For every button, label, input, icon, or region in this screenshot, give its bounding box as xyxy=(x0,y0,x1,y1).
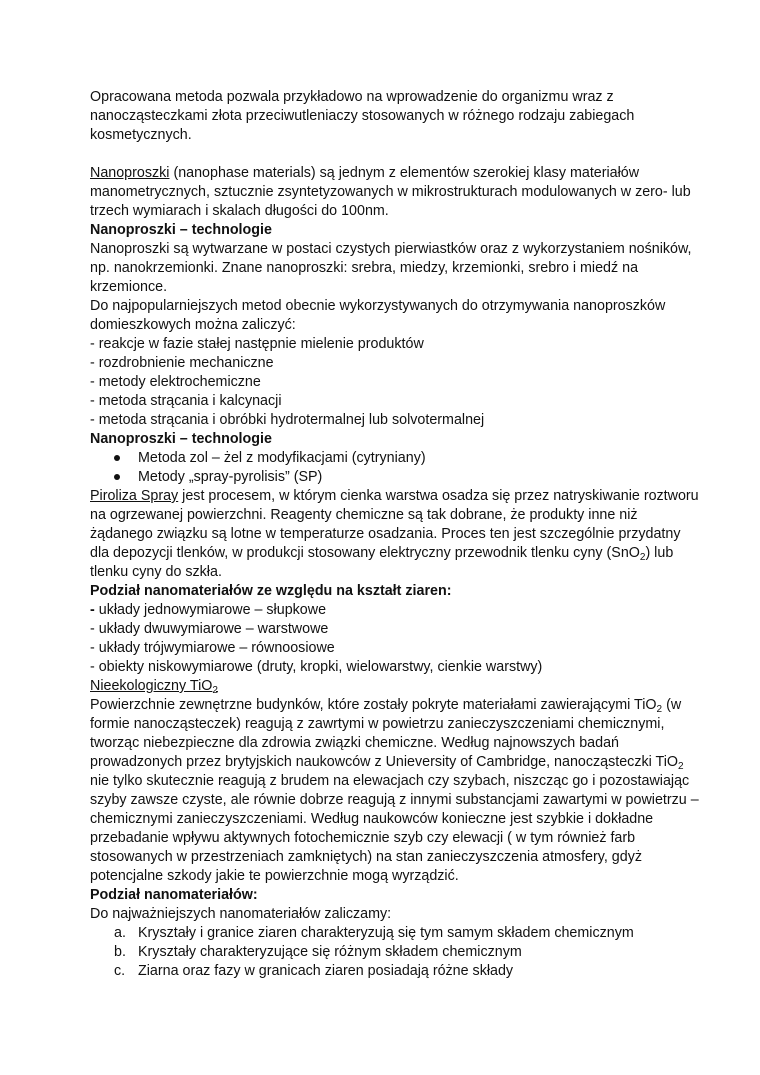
nanoproszki-term: Nanoproszki xyxy=(90,165,170,181)
technologie-paragraph-2: Do najpopularniejszych metod obecnie wykorzystywanych do otrzymywania nanoproszków domieszkowych można zaliczyć: xyxy=(90,298,666,333)
lettered-item: c. Ziarna oraz fazy w granicach ziaren posiadają różne składy xyxy=(114,963,514,979)
section-heading-ksztalt: Podział nanomateriałów ze względu na kształt ziaren: xyxy=(90,583,452,599)
section-heading-podzial: Podział nanomateriałów: xyxy=(90,887,258,903)
piroliza-paragraph: Piroliza Spray jest procesem, w którym cienka warstwa osadza się przez natryskiwanie roztworu na ogrzewanej powierzchni. Reagenty chemiczne są tak dobrane, że produkty inne niż żądanego związku są lotne w temperaturze osadzania. Proces ten jest szczególnie przydatny dla depozycji tlenków, w produkcji stosowany elektryczny przewodnik tlenku cyny (SnO$_2$) lub tlenku cyny do szkła. xyxy=(90,488,699,580)
tio2-paragraph: Powierzchnie zewnętrzne budynków, które zostały pokryte materiałami zawierającymi TiO$_2$ (w formie nanocząsteczek) reagują z zawrtymi w powietrzu zanieczyszczeniami chemicznymi, tworząc niebezpieczne dla zdrowia związki chemiczne. Według najnowszych badań prowadzonych przez brytyjskich naukowców z Unieversity of Cambridge, nanocząsteczki TiO$_2$ nie tylko skutecznie reagują z brudem na elewacjach czy szybach, niszcząc go i pozostawiając szyby zawsze czyste, ale równie dobrze reagują z innymi substancjami zawartymi w powietrzu – chemicznymi zanieczyszczeniami. Według naukowców konieczne jest szybkie i dokładne przebadanie wpływu aktywnych fotochemicznie szyb czy elewacji ( w tym również farb stosowanych w przestrzeniach zamkniętych) na stan zanieczyszczenia atmosfery, gdyż potencjalne szkody jakie te powierzchnie mogą wyrządzić. xyxy=(90,697,699,884)
list-item: - układy dwuwymiarowe – warstwowe xyxy=(90,621,329,637)
list-item: - rozdrobnienie mechaniczne xyxy=(90,355,274,371)
podzial-intro: Do najważniejszych nanomateriałów zaliczamy: xyxy=(90,906,392,922)
bullet-list xyxy=(90,449,700,487)
bullet-item: Metody „spray-pyrolisis” (SP) xyxy=(90,468,700,487)
lettered-list xyxy=(90,924,700,981)
list-item: - układy jednowymiarowe – słupkowe xyxy=(90,602,327,618)
intro-paragraph: Opracowana metoda pozwala przykładowo na wprowadzenie do organizmu wraz z nanocząsteczkami złota przeciwutleniaczy stosowanych w różnego rodzaju zabiegach kosmetycznych. xyxy=(90,89,635,143)
bullet-icon xyxy=(114,474,120,480)
list-item: - metoda strącania i kalcynacji xyxy=(90,393,282,409)
paragraph-spacer xyxy=(90,145,700,164)
piroliza-term: Piroliza Spray xyxy=(90,488,179,504)
section-heading-technologie-1: Nanoproszki – technologie xyxy=(90,222,272,238)
section-heading-technologie-2: Nanoproszki – technologie xyxy=(90,431,272,447)
lettered-item: a. Kryształy i granice ziaren charakteryzują się tym samym składem chemicznym xyxy=(114,925,634,941)
list-item: - metody elektrochemiczne xyxy=(90,374,261,390)
list-item: - metoda strącania i obróbki hydrotermalnej lub solvotermalnej xyxy=(90,412,485,428)
list-item: - reakcje w fazie stałej następnie mielenie produktów xyxy=(90,336,424,352)
section-heading-tio2: Nieekologiczny TiO$_2$ xyxy=(90,678,218,696)
list-item: - obiekty niskowymiarowe (druty, kropki, wielowarstwy, cienkie warstwy) xyxy=(90,659,543,675)
list-item: - układy trójwymiarowe – równoosiowe xyxy=(90,640,335,656)
lettered-item: b. Kryształy charakteryzujące się różnym składem chemicznym xyxy=(114,944,522,960)
bullet-item: Metoda zol – żel z modyfikacjami (cytryniany) xyxy=(90,449,700,468)
bullet-icon xyxy=(114,455,120,461)
nanoproszki-definition-text: (nanophase materials) są jednym z elementów szerokiej klasy materiałów manometrycznych, sztucznie zsyntetyzowanych w mikrostrukturach modulowanych w zero- lub trzech wymiarach i skalach długości do 100nm. xyxy=(90,165,691,219)
nanoproszki-definition xyxy=(90,164,700,221)
technologie-paragraph-1: Nanoproszki są wytwarzane w postaci czystych pierwiastków oraz z wykorzystaniem nośników, np. nanokrzemionki. Znane nanoproszki: srebra, miedzy, krzemionki, srebro i miedź na krzemionce. xyxy=(90,241,692,295)
